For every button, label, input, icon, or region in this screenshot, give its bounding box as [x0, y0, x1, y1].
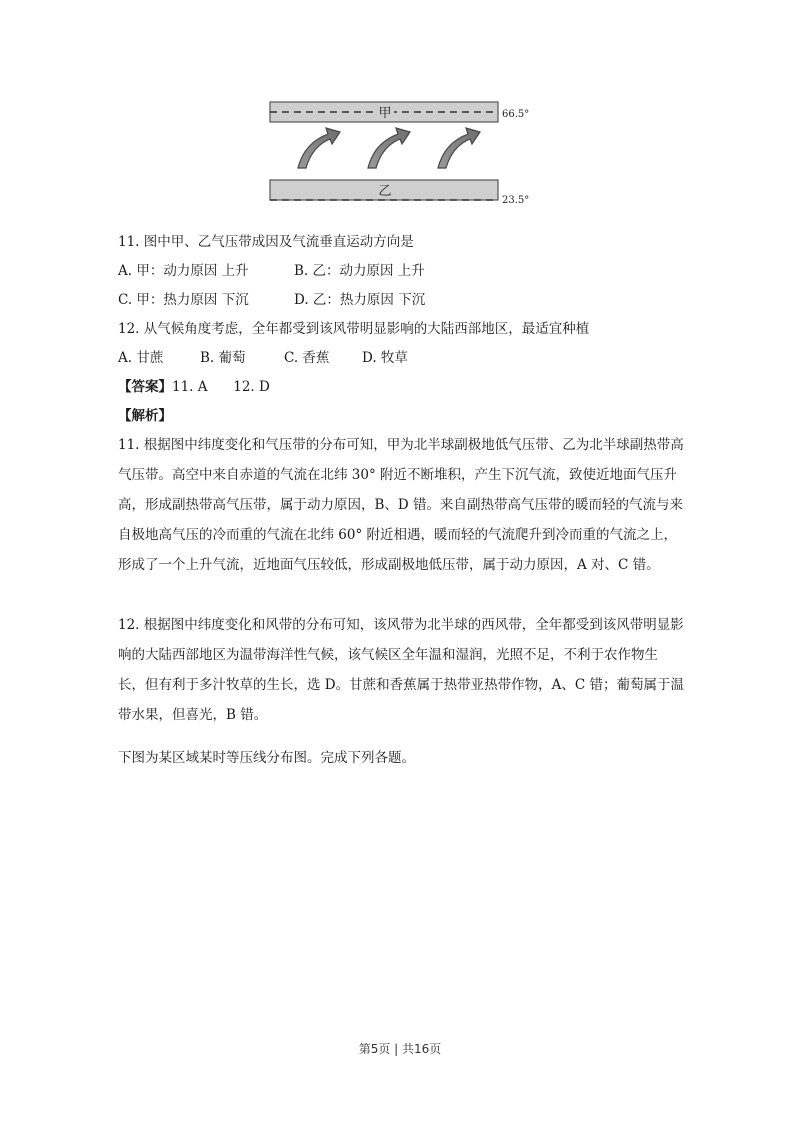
- belt-yi-label: 乙: [378, 184, 392, 199]
- analysis-label: 【解析】: [118, 408, 172, 424]
- q11-option-c: C. 甲：热力原因 下沉: [118, 292, 249, 308]
- q12-option-c: C. 香蕉: [284, 350, 330, 366]
- answer-text: 11. A 12. D: [172, 379, 270, 395]
- analysis-paragraph-12: 12. 根据图中纬度变化和风带的分布可知，该风带为北半球的西风带，全年都受到该风带明显影响的大陆西部地区为温带海洋性气候，该气候区全年温和湿润，光照不足，不利于农作物生长，但有利于多汁牧草的生长，选 D。甘蔗和香蕉属于热带亚热带作物，A、C 错；葡萄属于温带水果，但喜光，B 错。: [118, 617, 684, 723]
- q11-option-d: D. 乙：热力原因 下沉: [294, 292, 426, 308]
- belt-yi: [270, 180, 498, 200]
- lat-66-label: 66.5°: [502, 109, 530, 120]
- q11-options-row1: [118, 261, 425, 281]
- curved-arrow-icon: [298, 128, 340, 168]
- q11-option-b: B. 乙：动力原因 上升: [294, 263, 425, 279]
- q11-stem: 11. 图中甲、乙气压带成因及气流垂直运动方向是: [118, 234, 414, 250]
- pressure-belt-diagram: [266, 96, 536, 208]
- q12-option-d: D. 牧草: [362, 350, 408, 366]
- q12-stem: 12. 从气候角度考虑，全年都受到该风带明显影响的大陆西部地区，最适宜种植: [118, 321, 590, 337]
- airflow-arrows: [298, 128, 480, 168]
- q12-option-b: B. 葡萄: [200, 350, 246, 366]
- answer-label: 【答案】: [118, 379, 172, 395]
- belt-jia-label: 甲: [378, 106, 392, 121]
- q11-options-row2: [118, 290, 425, 310]
- answer-line: [118, 377, 270, 397]
- next-section-intro: 下图为某区域某时等压线分布图。完成下列各题。: [118, 750, 415, 766]
- lat-23-label: 23.5°: [502, 195, 530, 206]
- curved-arrow-icon: [368, 128, 410, 168]
- analysis-paragraph-11: 11. 根据图中纬度变化和气压带的分布可知，甲为北半球副极地低气压带、乙为北半球副热带高气压带。高空中来自赤道的气流在北纬 30° 附近不断堆积，产生下沉气流，致使近地面气压升高，形成副热带高气压带，属于动力原因，B、D 错。来自副热带高气压带的暖而轻的气流与来自极地高气压的冷而重的气流在北纬 60° 附近相遇，暖而轻的气流爬升到冷而重的气流之上，形成了一个上升气流，近地面气压较低，形成副极地低压带，属于动力原因，A 对、C 错。: [118, 437, 684, 573]
- curved-arrow-icon: [438, 128, 480, 168]
- belt-jia: [270, 102, 498, 122]
- q11-option-a: A. 甲：动力原因 上升: [118, 263, 249, 279]
- q12-options: [118, 348, 408, 368]
- q12-option-a: A. 甘蔗: [118, 350, 164, 366]
- page-footer: 第5页 | 共16页: [358, 1042, 442, 1056]
